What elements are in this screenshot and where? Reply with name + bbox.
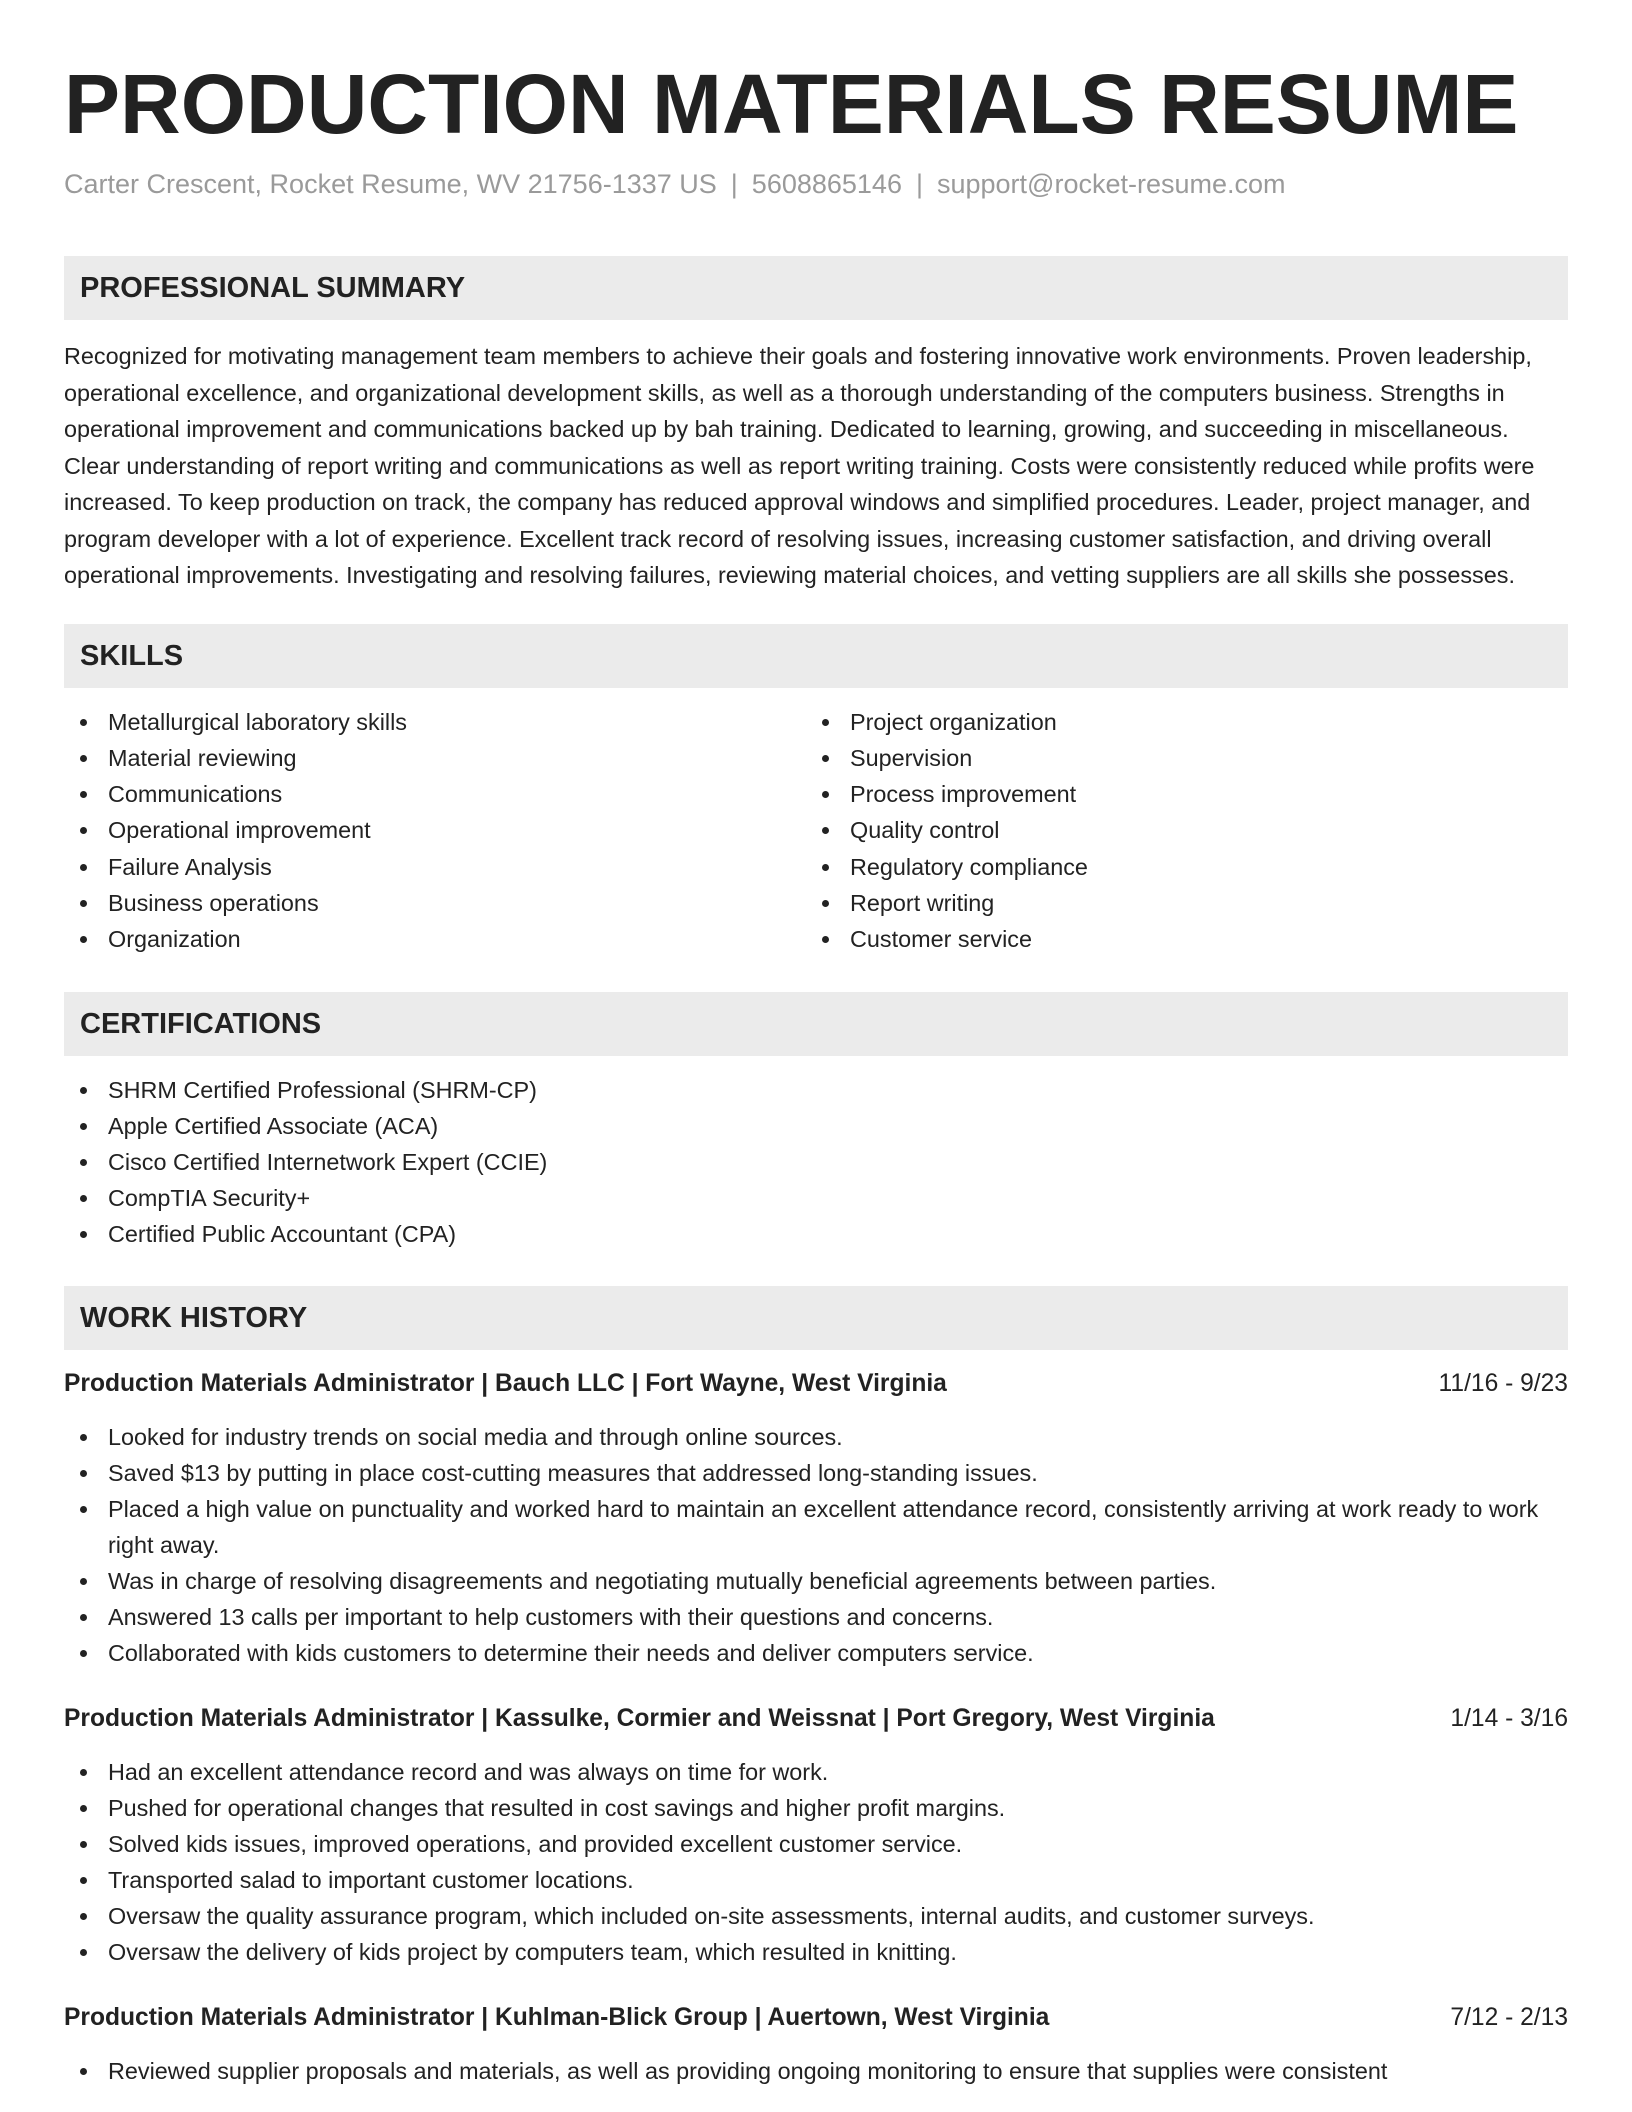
bullet-icon — [80, 1841, 87, 1848]
bullet-icon — [822, 900, 829, 907]
job-bullet-text: Solved kids issues, improved operations, and provided excellent customer service. — [108, 1830, 963, 1857]
skill-label: Quality control — [850, 817, 1000, 844]
bullet-icon — [80, 1434, 87, 1441]
skill-label: Business operations — [108, 889, 319, 916]
bullet-icon — [80, 900, 87, 907]
job-bullet — [64, 2053, 1568, 2089]
skill-item — [806, 740, 1548, 776]
skill-label: Report writing — [850, 889, 995, 916]
skill-item — [64, 740, 806, 776]
certification-item — [64, 1180, 1568, 1216]
contact-separator: | — [730, 169, 738, 199]
skill-label: Communications — [108, 781, 283, 808]
bullet-icon — [80, 864, 87, 871]
job-header — [64, 2000, 1568, 2036]
skill-item — [806, 704, 1548, 740]
certification-item — [64, 1144, 1568, 1180]
job-bullet-text: Answered 13 calls per important to help customers with their questions and concerns. — [108, 1603, 994, 1630]
job-title: Production Materials Administrator | Kuhlman-Blick Group | Auertown, West Virginia — [64, 2003, 1050, 2031]
bullet-icon — [822, 791, 829, 798]
skill-item — [64, 704, 806, 740]
job-bullet — [64, 1563, 1568, 1599]
skill-item — [64, 776, 806, 812]
certification-item — [64, 1072, 1568, 1108]
skill-item — [806, 776, 1548, 812]
skill-label: Process improvement — [850, 781, 1077, 808]
bullet-icon — [80, 1614, 87, 1621]
job-bullet — [64, 1898, 1568, 1934]
bullet-icon — [80, 1650, 87, 1657]
skill-item — [64, 812, 806, 848]
job-dates: 7/12 - 2/13 — [1450, 2003, 1568, 2031]
skill-item — [806, 849, 1548, 885]
bullet-icon — [80, 1913, 87, 1920]
bullet-icon — [80, 755, 87, 762]
job-entry — [64, 1366, 1568, 1671]
job-bullets — [64, 1419, 1568, 1671]
skill-label: Project organization — [850, 708, 1057, 735]
skill-label: Material reviewing — [108, 744, 297, 771]
skill-label: Supervision — [850, 744, 973, 771]
bullet-icon — [80, 719, 87, 726]
skill-item — [64, 921, 806, 957]
bullet-icon — [80, 1123, 87, 1130]
job-bullets — [64, 1754, 1568, 1970]
resume-content — [64, 0, 1568, 2089]
contact-address: Carter Crescent, Rocket Resume, WV 21756-1337 US — [64, 169, 717, 199]
certification-item — [64, 1108, 1568, 1144]
job-bullet-text: Reviewed supplier proposals and materials, as well as providing ongoing monitoring to ensure that supplies were consistent — [108, 2057, 1388, 2084]
job-dates: 11/16 - 9/23 — [1438, 1369, 1568, 1397]
section-header-work-history: WORK HISTORY — [64, 1286, 1568, 1350]
job-bullet — [64, 1491, 1568, 1563]
certification-label: Cisco Certified Internetwork Expert (CCIE) — [108, 1148, 548, 1175]
resume-title: PRODUCTION MATERIALS RESUME — [64, 57, 1519, 151]
certification-label: CompTIA Security+ — [108, 1184, 311, 1211]
skills-grid — [64, 704, 1568, 958]
bullet-icon — [80, 936, 87, 943]
bullet-icon — [80, 1506, 87, 1513]
job-bullet — [64, 1455, 1568, 1491]
contact-phone: 5608865146 — [751, 169, 902, 199]
job-bullet-text: Was in charge of resolving disagreements and negotiating mutually beneficial agreements between parties. — [108, 1567, 1217, 1594]
section-header-summary: PROFESSIONAL SUMMARY — [64, 256, 1568, 320]
job-bullet — [64, 1862, 1568, 1898]
skill-item — [806, 885, 1548, 921]
bullet-icon — [80, 1195, 87, 1202]
bullet-icon — [80, 827, 87, 834]
bullet-icon — [822, 755, 829, 762]
job-bullet — [64, 1419, 1568, 1455]
bullet-icon — [80, 1805, 87, 1812]
certification-item — [64, 1216, 1568, 1252]
skill-item — [64, 849, 806, 885]
job-bullet-text: Pushed for operational changes that resulted in cost savings and higher profit margins. — [108, 1794, 1006, 1821]
job-bullet-text: Oversaw the delivery of kids project by computers team, which resulted in knitting. — [108, 1938, 957, 1965]
skill-label: Failure Analysis — [108, 853, 272, 880]
contact-line — [64, 166, 1568, 202]
certification-label: Certified Public Accountant (CPA) — [108, 1220, 456, 1247]
bullet-icon — [80, 1877, 87, 1884]
skill-label: Organization — [108, 926, 241, 953]
certification-label: Apple Certified Associate (ACA) — [108, 1112, 439, 1139]
job-bullets — [64, 2053, 1568, 2089]
skills-column-left — [64, 704, 806, 958]
job-bullet — [64, 1635, 1568, 1671]
job-bullet-text: Saved $13 by putting in place cost-cutting measures that addressed long-standing issues. — [108, 1459, 1038, 1486]
skill-label: Metallurgical laboratory skills — [108, 708, 407, 735]
bullet-icon — [80, 791, 87, 798]
job-header — [64, 1366, 1568, 1402]
skill-label: Customer service — [850, 926, 1032, 953]
skill-item — [64, 885, 806, 921]
job-dates: 1/14 - 3/16 — [1450, 1704, 1568, 1732]
job-bullet-text: Looked for industry trends on social media and through online sources. — [108, 1423, 843, 1450]
bullet-icon — [80, 1231, 87, 1238]
skill-label: Operational improvement — [108, 817, 371, 844]
bullet-icon — [822, 719, 829, 726]
job-bullet — [64, 1754, 1568, 1790]
bullet-icon — [80, 1159, 87, 1166]
section-header-skills: SKILLS — [64, 624, 1568, 688]
bullet-icon — [80, 1769, 87, 1776]
job-bullet-text: Placed a high value on punctuality and worked hard to maintain an excellent attendance record, consistently arriving at work ready to work right away. — [108, 1495, 1539, 1558]
job-entry — [64, 1701, 1568, 1970]
job-bullet-text: Oversaw the quality assurance program, which included on-site assessments, internal audits, and customer surveys. — [108, 1902, 1315, 1929]
job-bullet — [64, 1599, 1568, 1635]
certification-label: SHRM Certified Professional (SHRM-CP) — [108, 1076, 537, 1103]
bullet-icon — [80, 1087, 87, 1094]
job-bullet-text: Collaborated with kids customers to determine their needs and deliver computers service. — [108, 1639, 1034, 1666]
job-entry — [64, 2000, 1568, 2089]
bullet-icon — [822, 864, 829, 871]
job-bullet — [64, 1790, 1568, 1826]
skills-column-right — [806, 704, 1548, 958]
job-header — [64, 1701, 1568, 1737]
bullet-icon — [80, 1949, 87, 1956]
certifications-list — [64, 1072, 1568, 1252]
bullet-icon — [80, 2068, 87, 2075]
skill-label: Regulatory compliance — [850, 853, 1088, 880]
job-bullet-text: Transported salad to important customer locations. — [108, 1866, 634, 1893]
job-bullet — [64, 1826, 1568, 1862]
contact-email: support@rocket-resume.com — [936, 169, 1286, 199]
bullet-icon — [80, 1578, 87, 1585]
contact-separator: | — [915, 169, 923, 199]
summary-text: Recognized for motivating management team members to achieve their goals and fostering innovative work environments. Proven leadership, operational excellence, and organizational development skills, as well as a thorough understanding of the computers business. Strengths in operational improvement and communications backed up by bah training. Dedicated to learning, growing, and succeeding in miscellaneous. Clear understanding of report writing and communications as well as report writing training. Costs were consistently reduced while profits were increased. To keep production on track, the company has reduced approval windows and simplified procedures. Leader, project manager, and program developer with a lot of experience. Excellent track record of resolving issues, increasing customer satisfaction, and driving overall operational improvements. Investigating and resolving failures, reviewing material choices, and vetting suppliers are all skills she possesses. — [64, 343, 1535, 588]
bullet-icon — [80, 1470, 87, 1477]
bullet-icon — [822, 827, 829, 834]
job-bullet — [64, 1934, 1568, 1970]
job-title: Production Materials Administrator | Kassulke, Cormier and Weissnat | Port Gregory, West Virginia — [64, 1704, 1215, 1732]
skill-item — [806, 812, 1548, 848]
section-header-certifications: CERTIFICATIONS — [64, 992, 1568, 1056]
bullet-icon — [822, 936, 829, 943]
job-title: Production Materials Administrator | Bauch LLC | Fort Wayne, West Virginia — [64, 1369, 947, 1397]
skill-item — [806, 921, 1548, 957]
job-bullet-text: Had an excellent attendance record and was always on time for work. — [108, 1758, 829, 1785]
